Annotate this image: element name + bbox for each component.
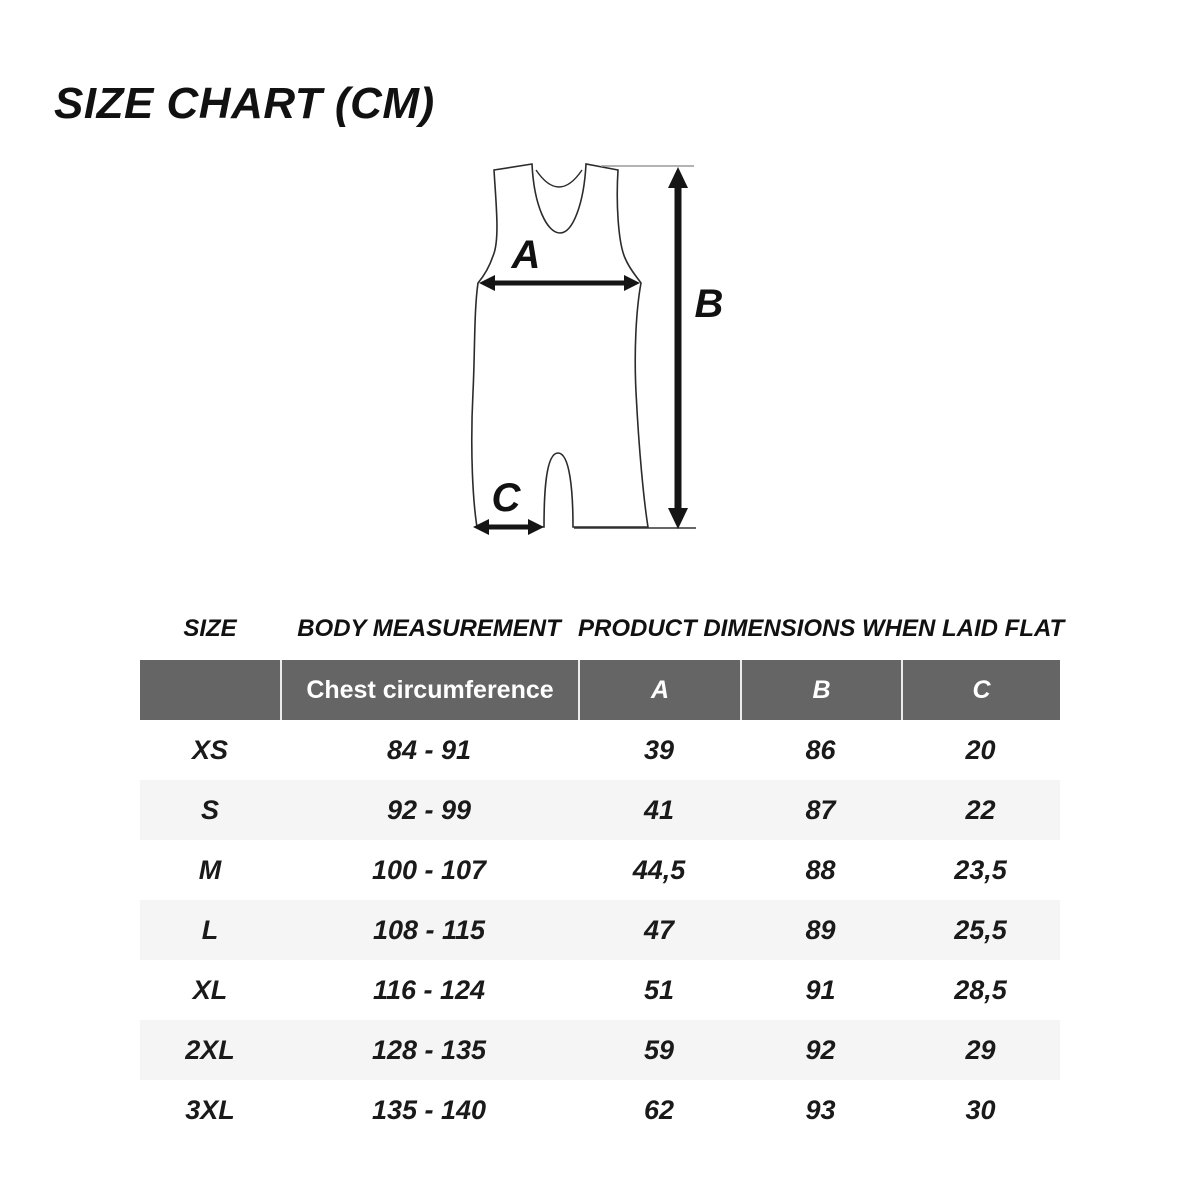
singlet-measurement-diagram: [430, 140, 760, 580]
header-cell-b: B: [740, 660, 901, 720]
dim-b-value: 87: [805, 794, 836, 825]
page-title: SIZE CHART (CM): [54, 79, 435, 129]
table-row-s: [140, 780, 1060, 840]
label-a: A: [511, 233, 541, 277]
size-label: 3XL: [185, 1094, 235, 1125]
table-row-xl: [140, 960, 1060, 1020]
dim-c-value: 29: [965, 1034, 996, 1065]
table-header-row: [140, 660, 1060, 720]
dim-b-value: 93: [805, 1094, 836, 1125]
dim-c-value: 20: [965, 734, 996, 765]
size-label: XS: [191, 734, 229, 765]
group-header-body-measurement: BODY MEASUREMENT: [297, 615, 561, 642]
header-cell-c: C: [901, 660, 1060, 720]
chest-value: 108 - 115: [372, 914, 486, 945]
dim-b-value: 88: [805, 854, 836, 885]
chest-value: 128 - 135: [371, 1034, 487, 1065]
header-cell-empty: [140, 660, 280, 720]
dim-b-value: 86: [805, 734, 836, 765]
size-label: S: [200, 794, 219, 825]
dim-a-value: 41: [643, 794, 675, 825]
group-header-product-dimensions: PRODUCT DIMENSIONS WHEN LAID FLAT: [578, 615, 1065, 642]
dim-b-value: 92: [805, 1034, 836, 1065]
group-header-size: SIZE: [183, 615, 237, 642]
size-label: 2XL: [185, 1034, 235, 1065]
singlet-outline: [472, 164, 648, 527]
dim-c-value: 23,5: [954, 854, 1007, 885]
chest-value: 92 - 99: [386, 794, 472, 825]
label-c: C: [491, 476, 521, 520]
dim-c-value: 22: [965, 794, 996, 825]
dim-a-value: 39: [643, 734, 675, 765]
dim-a-value: 44,5: [632, 854, 686, 885]
chest-value: 135 - 140: [371, 1094, 487, 1125]
chest-value: 100 - 107: [371, 854, 487, 885]
header-cell-a: A: [578, 660, 740, 720]
table-group-headers: [140, 610, 1065, 648]
size-label: L: [201, 914, 219, 945]
dim-a-value: 62: [643, 1094, 675, 1125]
dim-c-value: 25,5: [954, 914, 1007, 945]
dim-a-value: 59: [643, 1034, 675, 1065]
table-row-xs: [140, 720, 1060, 780]
table-row-3xl: [140, 1080, 1060, 1140]
arrow-b-head-bottom: [668, 508, 688, 529]
table-row-m: [140, 840, 1060, 900]
dim-c-value: 30: [965, 1094, 996, 1125]
dim-a-value: 51: [643, 974, 675, 1005]
size-label: M: [198, 854, 222, 885]
table-row-2xl: [140, 1020, 1060, 1080]
size-label: XL: [192, 974, 228, 1005]
chest-value: 84 - 91: [386, 734, 472, 765]
arrow-b-head-top: [668, 167, 688, 188]
dim-b-value: 91: [805, 974, 836, 1005]
dim-c-value: 28,5: [954, 974, 1007, 1005]
size-table: [140, 610, 1065, 1140]
dim-b-value: 89: [805, 914, 836, 945]
chest-value: 116 - 124: [372, 974, 486, 1005]
header-cell-chest-circumference: Chest circumference: [280, 660, 578, 720]
label-b: B: [694, 282, 724, 326]
arrow-c-head-right: [528, 519, 544, 535]
back-neckline: [536, 170, 582, 187]
table-row-l: [140, 900, 1060, 960]
dim-a-value: 47: [643, 914, 675, 945]
